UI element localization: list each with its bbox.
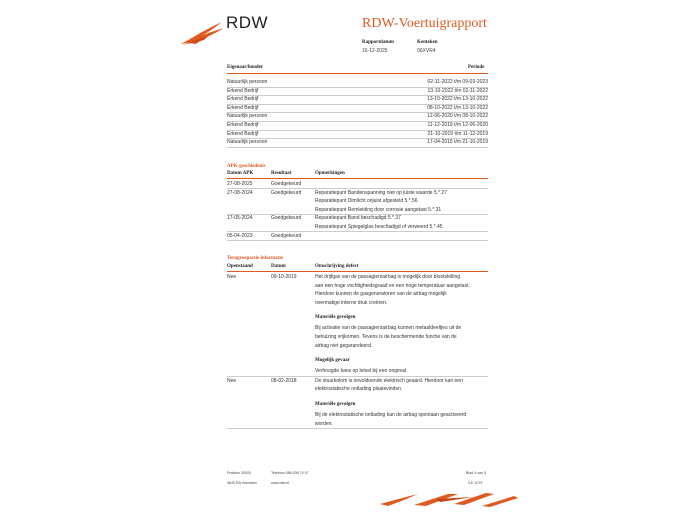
footer-page-number: Blad 4 van 5	[466, 471, 486, 475]
owner-period: 13-10-2022 t/m 02-11-2022	[427, 87, 488, 94]
owner-period: 21-10-2019 t/m 11-12-2019	[427, 130, 488, 137]
apk-date: 05-04-2023	[227, 232, 253, 239]
recall-section-title: Terugroepactie informatie	[227, 256, 283, 261]
report-date: 16-12-2025	[362, 48, 388, 54]
document-title: RDW-Voertuigrapport	[362, 16, 487, 31]
recall-col-date: Datum	[271, 264, 286, 269]
owner-period: 13-10-2022 t/m 13-10-2022	[427, 96, 488, 103]
apk-row-divider	[227, 231, 488, 232]
apk-row-divider	[227, 188, 488, 189]
owner-period: 08-10-2022 t/m 13-10-2022	[427, 104, 488, 111]
apk-col-date: Datum APK	[227, 171, 254, 176]
owner-holder: Natuurlijk persoon	[227, 79, 268, 85]
recall-detail-line: airbag niet gegarandeerd.	[315, 342, 373, 349]
recall-detail-line: behuizing vrijkomen. Tevens is de beschermende functie van de	[315, 334, 457, 340]
owner-holder: Erkend Bedrijf	[227, 87, 259, 94]
report-date-label: Rapportdatum	[362, 40, 394, 45]
apk-date: 27-08-2024	[227, 189, 253, 196]
apk-date: 27-08-2025	[227, 181, 253, 187]
apk-result: Goedgekeurd	[271, 232, 302, 239]
plate-label: Kenteken	[417, 40, 438, 45]
owner-holder: Erkend Bedrijf	[227, 96, 259, 103]
recall-desc-line: elektrostatische ontlading plaatsvinden.	[315, 386, 403, 393]
apk-remark: Reparatiepunt Bandenspanning niet op juiste waarde 5.*.27	[315, 189, 448, 196]
recall-col-open: Openstaand	[227, 264, 253, 269]
apk-result: Goedgekeurd	[271, 189, 302, 196]
footer-city: 9640 RA Veendam	[227, 481, 257, 485]
owners-col-period: Periode	[468, 65, 485, 70]
recall-col-desc: Omschrijving defect	[315, 264, 359, 269]
apk-row-divider	[227, 240, 488, 241]
recall-detail-line: worden.	[315, 420, 333, 427]
recall-header-rule	[227, 271, 488, 272]
apk-remark: Reparatiepunt Band beschadigd 5.*.37	[315, 215, 401, 222]
footer-postbus: Postbus 30000	[227, 471, 251, 475]
owner-holder: Erkend Bedrijf	[227, 130, 259, 137]
owner-holder: Erkend Bedrijf	[227, 122, 259, 128]
apk-col-remarks: Opmerkingen	[315, 171, 345, 176]
recall-detail-line: Bij activatie van de passagiersairbag kunnen metaaldeeltjes uit de	[315, 325, 462, 332]
owner-holder: Natuurlijk persoon	[227, 113, 268, 120]
recall-open: Nee	[227, 377, 237, 384]
recall-entry-divider	[227, 376, 488, 377]
apk-section-title: APK-geschiedenis	[227, 164, 266, 169]
recall-date: 09-10-2019	[271, 274, 297, 280]
recall-date: 08-02-2018	[271, 377, 297, 384]
apk-header-rule	[227, 178, 488, 179]
apk-remark: Reparatiepunt Remleiding door corrosie aangetast 5.*.31	[315, 206, 442, 213]
recall-detail-line: Bij de elektrostatische ontlading kan de airbag spontaan geactiveerd	[315, 412, 467, 418]
footer-web-link[interactable]: www.rdw.nl	[271, 481, 289, 485]
owner-row	[227, 138, 488, 148]
footer-phone: Telefoon 088 008 74 47	[271, 471, 309, 475]
brand-name: RDW	[226, 13, 269, 32]
apk-remark: Reparatiepunt Spiegelglas beschadigd of verweerd 5.*.45	[315, 224, 443, 230]
owners-col-holder: Eigenaar/houder	[227, 65, 264, 70]
recall-desc-line: aan een hoge vochtigheidsgraad en een hoge temperatuur aangetast.	[315, 282, 470, 289]
footer-stripes-decoration	[378, 488, 520, 508]
apk-row-divider	[227, 214, 488, 215]
recall-entry-divider	[227, 428, 488, 429]
recall-desc-line: De stuurkolom is onvoldoende elektrisch geaard. Hierdoor kan een	[315, 377, 463, 384]
apk-date: 17-05-2024	[227, 215, 253, 222]
recall-desc-line: Hierdoor kunnen de gasgeneratoren van de airbag mogelijk	[315, 291, 447, 298]
apk-col-result: Resultaat	[271, 171, 292, 176]
recall-open: Nee	[227, 274, 237, 280]
apk-result: Goedgekeurd	[271, 215, 302, 222]
owners-header-rule	[227, 73, 488, 74]
recall-desc-line: Het drijfgas van de passagiersairbag is mogelijk door blootstelling	[315, 274, 461, 280]
owner-period: 02-11-2022 t/m 09-03-2023	[427, 79, 488, 85]
owner-period: 12-06-2020 t/m 08-10-2022	[427, 113, 488, 120]
recall-subheading: Materiële gevolgen	[315, 402, 356, 407]
apk-result: Goedgekeurd	[271, 181, 302, 187]
owner-holder: Natuurlijk persoon	[227, 139, 268, 146]
rdw-logo-icon	[178, 18, 228, 48]
recall-detail-line: Verhoogde kans op letsel bij een ongeval	[315, 368, 407, 375]
plate-number: 06XVR4	[417, 48, 436, 54]
apk-remark: Reparatiepunt Dimlicht onjuist afgesteld 5.*.56	[315, 198, 418, 205]
recall-subheading: Materiële gevolgen	[315, 315, 356, 321]
owner-holder: Erkend Bedrijf	[227, 104, 259, 111]
recall-subheading: Mogelijk gevaar	[315, 358, 350, 364]
owner-period: 11-12-2019 t/m 12-06-2020	[427, 122, 488, 128]
recall-desc-line: overmatige interne druk creëren.	[315, 299, 388, 306]
owner-period: 17-04-2015 t/m 21-10-2019	[427, 139, 488, 146]
footer-code: 3.E 1079	[468, 481, 483, 485]
